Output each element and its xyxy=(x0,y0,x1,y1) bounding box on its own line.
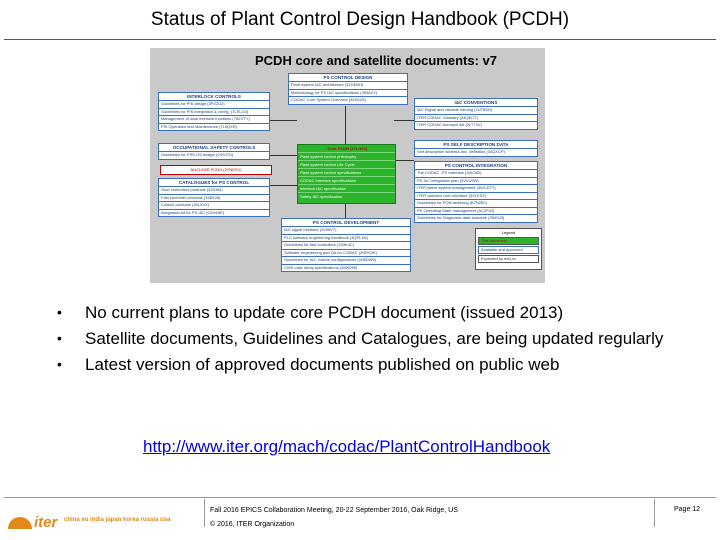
member-countries: china eu india japan korea russia usa xyxy=(64,517,171,523)
doc-item: The CODAC -PS Interface (34V362) xyxy=(415,170,537,178)
bullet-text: No current plans to update core PCDH document (issued 2013) xyxy=(85,303,564,322)
doc-item: I&C signal interface (3299VT) xyxy=(282,227,410,235)
doc-item: ITER operator user interface (3XLESZ) xyxy=(415,193,537,201)
connector-design-core xyxy=(345,106,346,144)
legend-item: Available and approved xyxy=(478,246,539,254)
doc-item: ITER CODAC Acronym list (2LT73V) xyxy=(417,122,482,127)
doc-item: Guidelines for PON archiving (B7N2B7) xyxy=(415,200,537,208)
connector-core-integration xyxy=(394,160,414,161)
doc-item: Guidelines for I&C cubicle configurations (4H5DW6) xyxy=(282,257,410,265)
doc-item: Guidelines for PIS integration & config. (7LELG4) xyxy=(159,109,269,117)
doc-item: Self description schema doc. definition (34QXCP) xyxy=(417,149,505,154)
box-header: PS SELF DESCRIPTION DATA xyxy=(415,141,537,149)
core-header: Core PCDH (27LH2V) xyxy=(298,145,395,153)
box-header: PS CONTROL DESIGN xyxy=(289,74,407,82)
bullet-item xyxy=(50,302,670,323)
legend-item: Expected by mid-xx xyxy=(478,255,539,263)
doc-item: Cubicle products (35LXVZ) xyxy=(159,202,269,210)
box-header: INTERLOCK CONTROLS xyxy=(159,93,269,101)
bullet-icon: • xyxy=(57,330,62,346)
doc-item: Integration kit for PS I&C (C8X9AE) xyxy=(161,209,225,215)
box-header: PS CONTROL DEVELOPMENT xyxy=(282,219,410,227)
doc-item: Guidelines for PSS-OS design (C99J7G) xyxy=(161,152,234,157)
box-header: OCCUPATIONAL SAFETY CONTROLS xyxy=(159,144,269,152)
core-item: Plant system control Life Cycle xyxy=(298,161,395,169)
doc-item: PLC software engineering handbook (3QPL4H) xyxy=(282,235,410,243)
box-header: CATALOGUES for PS CONTROL xyxy=(159,179,269,187)
ps-self-description-box xyxy=(414,140,538,157)
bullet-list xyxy=(50,302,670,380)
connector-catalogue-core xyxy=(268,185,297,186)
doc-item: Management of local interlock functions (75ZVTY) xyxy=(159,116,269,124)
iter-logo-icon xyxy=(8,507,58,529)
doc-item: Guidelines for Diagnostic data structure (354SJ3) xyxy=(417,215,505,220)
page-number: Page 12 xyxy=(674,506,701,513)
catalogues-box xyxy=(158,178,270,217)
core-item: CODAC interface specifications xyxy=(298,177,395,185)
bullet-item xyxy=(50,328,670,349)
doc-item: I&C Signal and variable naming (2UT8SH) xyxy=(415,107,537,115)
doc-item: Slow controllers products (333J63) xyxy=(159,187,269,195)
core-item: Plant system control philosophy xyxy=(298,153,395,161)
interlock-controls-box xyxy=(158,92,270,131)
conference-text: Fall 2016 EPICS Collaboration Meeting, 20-22 September 2016, Oak Ridge, US xyxy=(210,507,458,514)
diagram-title: PCDH core and satellite documents: v7 xyxy=(255,53,498,68)
title-rule xyxy=(4,39,716,40)
doc-item: Guidelines for PIS design (3PZ2D2) xyxy=(159,101,269,109)
legend-item: This document xyxy=(478,237,539,245)
slide-title: Status of Plant Control Design Handbook (PCDH) xyxy=(150,9,570,30)
footer-divider xyxy=(654,499,655,527)
core-item: Plant system control specifications xyxy=(298,169,395,177)
iter-logo-text: iter xyxy=(34,514,58,529)
footer-divider xyxy=(204,499,205,527)
bullet-text: Latest version of approved documents published on public web xyxy=(85,355,560,374)
diagram-legend xyxy=(475,228,542,270)
footer-rule xyxy=(4,497,716,498)
isc-conventions-box xyxy=(414,98,538,130)
nuclear-pcdh-box: NUCLEAR PCDH (2YNEFU) xyxy=(160,165,272,175)
doc-item: CODAC Core System Overview (34SDZ5) xyxy=(291,97,366,102)
legend-title: Legend xyxy=(501,230,516,235)
box-header: I&C CONVENTIONS xyxy=(415,99,537,107)
doc-item: ITER alarm system management (3WCD7T) xyxy=(415,185,537,193)
handbook-link[interactable]: http://www.iter.org/mach/codac/PlantControlHandbook xyxy=(143,437,551,456)
doc-item: Plant system I&C architecture (32GEBH) xyxy=(289,82,407,90)
doc-item: Methodology for PS I&C specifications (353AZY) xyxy=(289,90,407,98)
bullet-icon: • xyxy=(57,304,62,320)
ps-control-integration-box xyxy=(414,161,538,223)
doc-item: PS I&C integration plan (3VVU9W) xyxy=(415,178,537,186)
connector-conventions-core xyxy=(394,120,414,121)
doc-item: PS Operating State management (AC2P4J) xyxy=(415,208,537,216)
bullet-item xyxy=(50,354,670,375)
bullet-icon: • xyxy=(57,356,62,372)
connector-core-development xyxy=(345,202,346,218)
doc-item: PIS Operation and Maintenance (7L9QXR) xyxy=(161,123,238,129)
doc-item: Software engineering and QA for CODAC (2NRS2K) xyxy=(282,250,410,258)
bullet-text: Satellite documents, Guidelines and Catalogues, are being updated regularly xyxy=(85,329,664,348)
core-item: Interlock I&C specification xyxy=(298,185,395,193)
doc-item: Guidelines for fast controllers (333K4C) xyxy=(282,242,410,250)
connector-safety-core xyxy=(268,155,297,156)
copyright-text: © 2016, ITER Organization xyxy=(210,521,295,528)
ps-control-development-box xyxy=(281,218,411,272)
box-header: PS CONTROL INTEGRATION xyxy=(415,162,537,170)
occupational-safety-box xyxy=(158,143,270,160)
core-item: Safety I&C specification xyxy=(300,194,343,199)
ps-control-design-box xyxy=(288,73,408,105)
core-pcdh-box xyxy=(297,144,396,204)
connector-interlock-core xyxy=(268,120,297,121)
doc-item: ITER CODAC Glossary (34QECT) xyxy=(415,115,537,123)
doc-item: CWS case study specifications (35W299) xyxy=(284,264,358,270)
doc-item: Fast controller products (345X28) xyxy=(159,195,269,203)
